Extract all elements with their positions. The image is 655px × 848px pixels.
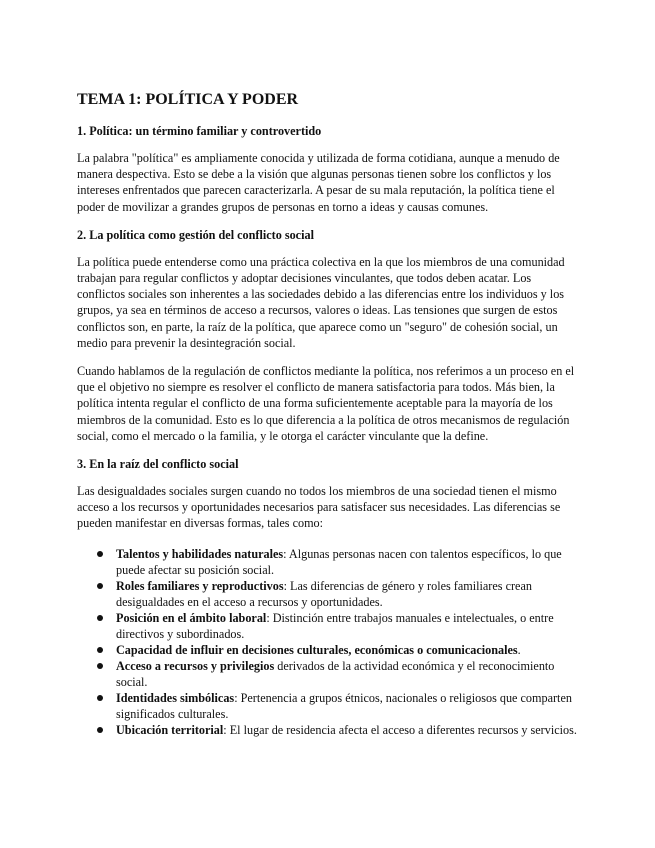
list-item xyxy=(77,658,582,690)
document-title: TEMA 1: POLÍTICA Y PODER xyxy=(77,91,299,108)
bullet-icon xyxy=(97,647,103,653)
list-item-text: : Distinción entre trabajos manuales e intelectuales, o entre directivos y subordinados. xyxy=(116,610,554,641)
list-item-text: : Las diferencias de género y roles familiares crean desigualdades en el acceso a recursos y oportunidades. xyxy=(116,578,532,609)
list-item-term: Identidades simbólicas xyxy=(116,690,235,705)
list-item xyxy=(77,722,582,738)
section-3-heading: 3. En la raíz del conflicto social xyxy=(77,457,239,472)
bullet-icon xyxy=(97,727,103,733)
bullet-icon xyxy=(97,615,103,621)
list-item-term: Roles familiares y reproductivos xyxy=(116,578,284,593)
section-2-paragraph-2: Cuando hablamos de la regulación de conflictos mediante la política, nos referimos a un proceso en el que el objetivo no siempre es resolver el conflicto de manera satisfactoria para todos. Más bien, la política intenta regular el conflicto de una forma suficientemente aceptable para la mayoría de los miembros de la comunidad. Esto es lo que diferencia a la política de otros mecanismos de regulación social, como el mercado o la familia, y le otorga el carácter vinculante que la define. xyxy=(77,364,575,443)
document-page xyxy=(77,90,582,738)
list-item-text: : Algunas personas nacen con talentos específicos, lo que puede afectar su posición social. xyxy=(116,546,562,577)
bullet-icon xyxy=(97,583,103,589)
list-item-text: : Pertenencia a grupos étnicos, nacionales o religiosos que comparten significados culturales. xyxy=(116,690,572,721)
section-1-heading: 1. Política: un término familiar y controvertido xyxy=(77,124,322,138)
list-item-term: Acceso a recursos y privilegios xyxy=(116,658,275,673)
list-item-term: Talentos y habilidades naturales xyxy=(116,546,284,561)
section-1-paragraph-1: La palabra "política" es ampliamente conocida y utilizada de forma cotidiana, aunque a menudo de manera despectiva. Esto se debe a la visión que algunas personas tienen sobre los conflictos y los intereses enfrentados que parecen caracterizarla. A pesar de su mala reputación, la política tiene el poder de movilizar a grandes grupos de personas en torno a ideas y causas comunes. xyxy=(77,151,560,214)
section-2-heading: 2. La política como gestión del conflicto social xyxy=(77,227,314,242)
list-item xyxy=(77,610,582,642)
inequality-list xyxy=(77,546,582,738)
list-item-term: Capacidad de influir en decisiones culturales, económicas o comunicacionales xyxy=(116,642,518,657)
bullet-icon xyxy=(97,695,103,701)
list-item xyxy=(77,578,582,610)
list-item-term: Ubicación territorial xyxy=(116,722,224,737)
section-2-paragraph-1: La política puede entenderse como una práctica colectiva en la que los miembros de una comunidad trabajan para regular conflictos y adoptar decisiones vinculantes, que todos deben acatar. Los conflictos sociales son inherentes a las sociedades debido a las diferencias entre los individuos y los grupos, ya sea en términos de acceso a recursos, valores o ideas. Las tensiones que surgen de estos conflictos son, en parte, la raíz de la política, que aparece como un "seguro" de cohesión social, un medio para prevenir la desintegración social. xyxy=(77,254,565,350)
list-item-text: . xyxy=(517,642,521,657)
section-3-paragraph-1: Las desigualdades sociales surgen cuando no todos los miembros de una sociedad tienen el mismo acceso a los recursos y oportunidades necesarios para satisfacer sus necesidades. Las diferencias se pueden manifestar en diversas formas, tales como: xyxy=(77,484,561,531)
list-item xyxy=(77,690,582,722)
list-item xyxy=(77,546,582,578)
list-item xyxy=(77,642,582,658)
list-item-term: Posición en el ámbito laboral xyxy=(116,610,267,625)
list-item-text: : El lugar de residencia afecta el acceso a diferentes recursos y servicios. xyxy=(223,722,577,737)
bullet-icon xyxy=(97,663,103,669)
list-item-text: derivados de la actividad económica y el reconocimiento social. xyxy=(116,658,555,689)
bullet-icon xyxy=(97,551,103,557)
